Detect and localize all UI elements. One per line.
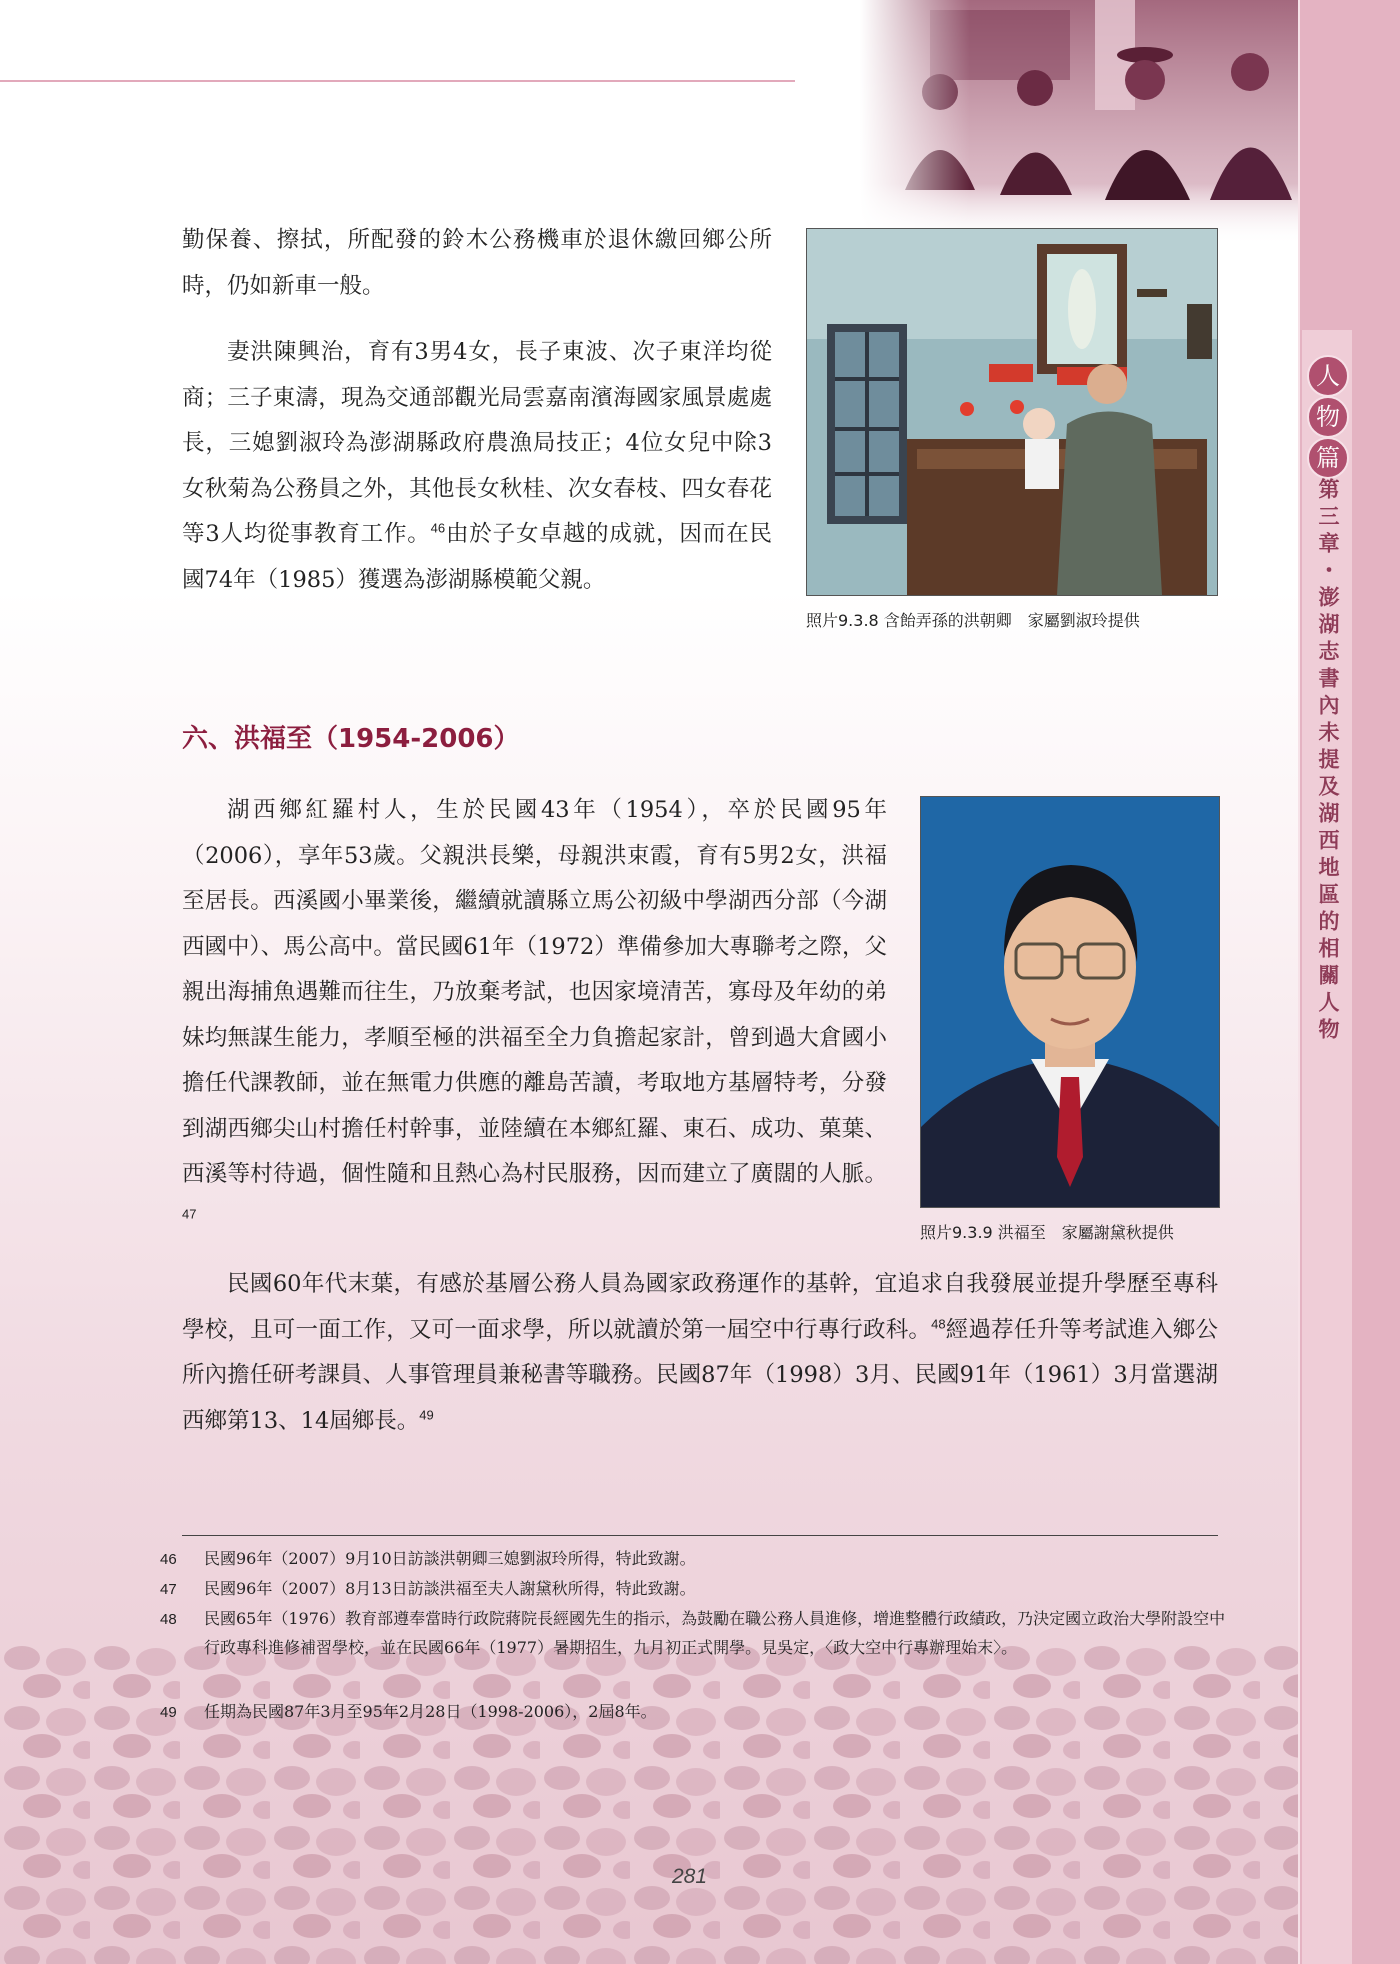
paragraph-4-text-b: 經過荐任升等考試進入鄉公所內擔任研考課員、人事管理員兼秘書等職務。民國87年（1998）3月、民國91年（1961）3月當選湖西鄉第13、14屆鄉長。 [182,1316,1218,1434]
paragraph-2-text-a: 妻洪陳興治，育有3男4女，長子東波、次子東洋均從商；三子東濤，現為交通部觀光局雲嘉南濱海國家風景處處長，三媳劉淑玲為澎湖縣政府農漁局技正；4位女兒中除3女秋菊為公務員之外，其他長女秋桂、次女春枝、四女春花等3人均從事教育工作。 [182,339,772,547]
part-char-3: 篇 [1307,437,1349,479]
paragraph-3 [182,788,887,1243]
paragraph-3-text: 湖西鄉紅羅村人，生於民國43年（1954），卒於民國95年（2006），享年53歲。父親洪長樂，母親洪束霞，育有5男2女，洪福至居長。西溪國小畢業後，繼續就讀縣立馬公初級中學湖西分部（今湖西國中）、馬公高中。當民國61年（1972）準備參加大專聯考之際，父親出海捕魚遇難而往生，乃放棄考試，也因家境清苦，寡母及年幼的弟妹均無謀生能力，孝順至極的洪福至全力負擔起家計，曾到過大倉國小擔任代課教師，並在無電力供應的離島苦讀，考取地方基層特考，分發到湖西鄉尖山村擔任村幹事，並陸續在本鄉紅羅、東石、成功、菓葉、西溪等村待過，個性隨和且熱心為村民服務，因而建立了廣闊的人脈。 [182,797,887,1187]
paragraph-2-text-b: 由於子女卓越的成就，因而在民國74年（1985）獲選為澎湖縣模範父親。 [182,521,772,593]
section-heading-hong-fuzhi: 六、洪福至（1954-2006） [182,724,520,754]
photo-2-caption: 照片9.3.9 洪福至 家屬謝黛秋提供 [920,1223,1174,1242]
footnote-text: 民國96年（2007）8月13日訪談洪福至夫人謝黛秋所得，特此致謝。 [204,1579,696,1598]
footnote-ref-46[interactable]: 46 [430,520,446,536]
footnote-rule [182,1535,1218,1536]
footnote-text: 民國96年（2007）9月10日訪談洪朝卿三媳劉淑玲所得，特此致謝。 [204,1549,696,1568]
footnote-47 [160,1575,1240,1604]
header-rule [0,80,795,82]
footnote-number: 48 [160,1611,177,1628]
photo-grandfather-holding-baby [806,228,1218,596]
stone-wall-background [0,1640,1300,1964]
footnote-number: 46 [160,1551,177,1568]
footnote-ref-47[interactable]: 47 [182,1206,197,1221]
footnote-48 [160,1605,1240,1662]
footnote-number: 47 [160,1581,177,1598]
photo-1-caption: 照片9.3.8 含飴弄孫的洪朝卿 家屬劉淑玲提供 [806,611,1140,630]
page-number: 281 [672,1865,708,1888]
header-photo-men [860,0,1300,245]
photo-portrait-hong-fuzhi [920,796,1220,1208]
part-char-1: 人 [1307,355,1349,397]
paragraph-4-text-a: 民國60年代末葉，有感於基層公務人員為國家政務運作的基幹，宜追求自我發展並提升學歷至專科學校，且可一面工作，又可一面求學，所以就讀於第一屆空中行專行政科。 [182,1271,1218,1343]
chapter-title-vertical: 第三章・澎湖志書內未提及湖西地區的相關人物 [1316,478,1340,1045]
footnote-number: 49 [160,1704,177,1721]
footnote-text: 民國65年（1976）教育部遵奉當時行政院蔣院長經國先生的指示，為鼓勵在職公務人員進修，增進整體行政績政，乃決定國立政治大學附設空中行政專科進修補習學校，並在民國66年（1977）暑期招生，九月初正式開學。見吳定，〈政大空中行專辦理始末〉。 [204,1609,1226,1657]
footnote-ref-49[interactable]: 49 [419,1407,434,1422]
paragraph-2 [182,330,772,603]
footnote-ref-48[interactable]: 48 [931,1316,946,1331]
paragraph-1: 勤保養、擦拭，所配發的鈴木公務機車於退休繳回鄉公所時，仍如新車一般。 [182,227,772,299]
footnote-text: 任期為民國87年3月至95年2月28日（1998-2006），2屆8年。 [204,1702,657,1721]
paragraph-4 [182,1262,1218,1444]
footnote-49 [160,1698,1240,1727]
part-char-2: 物 [1307,396,1349,438]
footnote-46 [160,1545,1240,1574]
